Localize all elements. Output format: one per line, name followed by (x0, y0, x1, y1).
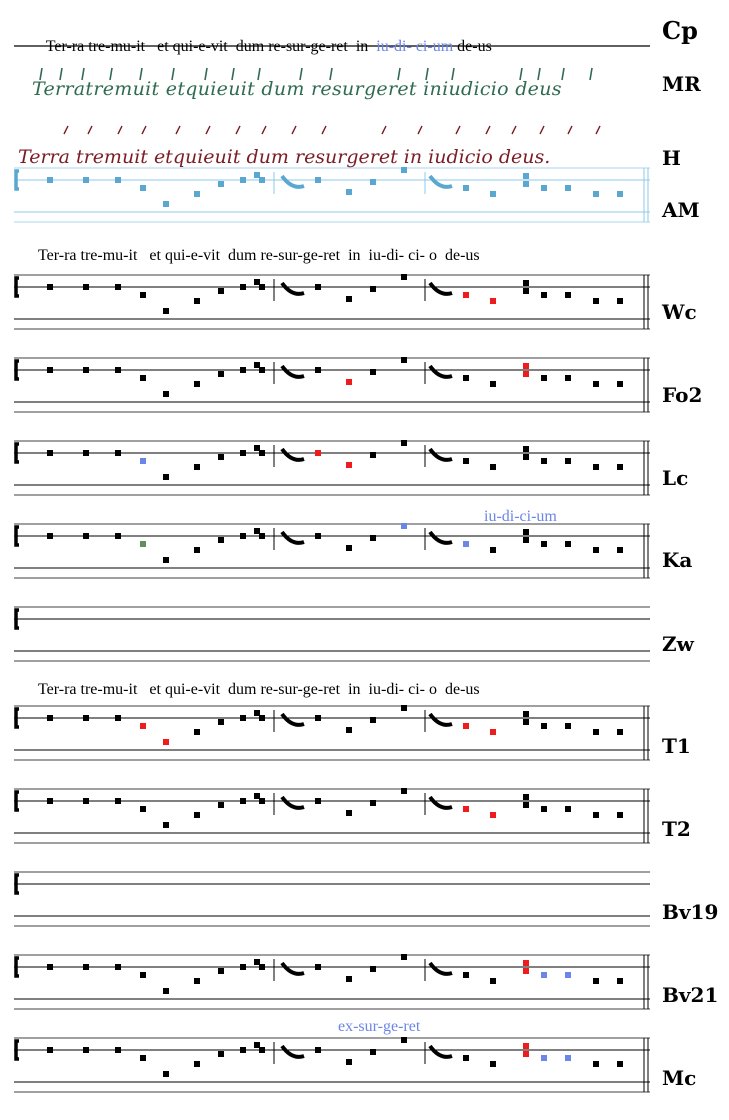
t2-note-15 (490, 812, 496, 818)
h-neume-1 (88, 126, 92, 134)
t2-note-18 (541, 806, 547, 812)
am-note-15 (490, 191, 496, 197)
fo2-note-20 (593, 381, 599, 387)
t1-note-17 (523, 719, 529, 725)
siglum-bv21: Bv21 (662, 983, 719, 1007)
t2-note-20 (593, 812, 599, 818)
ka-note-14 (463, 541, 469, 547)
wc-note-10 (315, 284, 321, 290)
ka-note-1 (83, 533, 89, 539)
fo2-note-4 (163, 391, 169, 397)
am-note-5 (194, 191, 200, 197)
t1-note-16 (523, 711, 529, 717)
lc-note-5 (194, 464, 200, 470)
wc-note-7 (240, 284, 246, 290)
t2-note-12 (370, 800, 376, 806)
wc-note-9 (259, 284, 265, 290)
fo2-note-7 (240, 367, 246, 373)
mc-note-9 (259, 1047, 265, 1053)
siglum-lc: Lc (662, 466, 689, 490)
t1-note-11 (346, 727, 352, 733)
wc-ligature-2 (430, 283, 452, 294)
bv21-note-16 (523, 960, 529, 966)
bv21-note-14 (463, 972, 469, 978)
mc-note-13 (401, 1037, 407, 1043)
fo2-note-2 (115, 367, 121, 373)
t1-ligature-2 (430, 714, 452, 725)
t2-note-17 (523, 802, 529, 808)
h-neume-13 (486, 126, 490, 134)
lc-note-14 (463, 458, 469, 464)
siglum-bv19: Bv19 (662, 900, 719, 924)
bv21-note-1 (83, 964, 89, 970)
lc-note-18 (541, 458, 547, 464)
t2-note-19 (565, 806, 571, 812)
t2-note-9 (259, 798, 265, 804)
manuscript-h-script: Terra tremuit etquieuit dum resurgeret in iudicio deus. (18, 146, 551, 168)
t2-ligature-2 (430, 797, 452, 808)
bv21-note-9 (259, 964, 265, 970)
lc-note-3 (140, 458, 146, 464)
mc-variant-label: ex-sur-ge-ret (338, 1018, 421, 1035)
am-note-21 (617, 191, 623, 197)
wc-note-4 (163, 308, 169, 314)
wc-note-6 (218, 288, 224, 294)
fo2-note-6 (218, 371, 224, 377)
mc-note-0 (47, 1047, 53, 1053)
t2-note-3 (140, 806, 146, 812)
header-lyric-plain-1: Ter-ra tre-mu-it et qui-e-vit dum re-sur-ge-ret in (45, 38, 377, 55)
mc-ligature-1 (282, 1046, 304, 1057)
h-neume-15 (540, 126, 544, 134)
ka-note-21 (617, 547, 623, 553)
t2-note-4 (163, 822, 169, 828)
lc-note-10 (315, 450, 321, 456)
h-neume-17 (596, 126, 600, 134)
mc-note-16 (523, 1043, 529, 1049)
t1-note-12 (370, 717, 376, 723)
bv21-note-19 (565, 972, 571, 978)
am-note-4 (163, 201, 169, 207)
t1-note-10 (315, 715, 321, 721)
t2-note-16 (523, 794, 529, 800)
fo2-note-21 (617, 381, 623, 387)
mc-note-12 (370, 1049, 376, 1055)
header-lyric-variant: iu-di- ci-um (376, 38, 454, 55)
wc-note-16 (523, 280, 529, 286)
wc-ligature-1 (282, 283, 304, 294)
t2-note-6 (218, 802, 224, 808)
bv21-note-3 (140, 972, 146, 978)
mc-note-10 (315, 1047, 321, 1053)
wc-note-15 (490, 298, 496, 304)
t2-note-11 (346, 810, 352, 816)
fo2-note-15 (490, 381, 496, 387)
t2-note-10 (315, 798, 321, 804)
t2-note-21 (617, 812, 623, 818)
ka-note-15 (490, 547, 496, 553)
mc-note-1 (83, 1047, 89, 1053)
lyric-row-1: Ter-ra tre-mu-it et qui-e-vit dum re-sur-ge-ret in iu-di- ci- o de-us (38, 247, 480, 264)
fo2-note-16 (523, 363, 529, 369)
bv21-ligature-2 (430, 963, 452, 974)
bv21-note-21 (617, 978, 623, 984)
mc-note-5 (194, 1061, 200, 1067)
ka-note-13 (401, 523, 407, 529)
lc-note-16 (523, 446, 529, 452)
fo2-note-5 (194, 381, 200, 387)
bv21-note-10 (315, 964, 321, 970)
wc-note-20 (593, 298, 599, 304)
wc-note-11 (346, 296, 352, 302)
lc-note-9 (259, 450, 265, 456)
bv21-note-17 (523, 968, 529, 974)
fo2-ligature-2 (430, 366, 452, 377)
t1-note-4 (163, 739, 169, 745)
ka-ligature-1 (282, 532, 304, 543)
t1-note-7 (240, 715, 246, 721)
h-neume-11 (418, 126, 422, 134)
t2-note-1 (83, 798, 89, 804)
fo2-ligature-1 (282, 366, 304, 377)
wc-note-18 (541, 292, 547, 298)
ka-note-11 (346, 545, 352, 551)
bv21-note-4 (163, 988, 169, 994)
mc-note-20 (593, 1061, 599, 1067)
t1-note-21 (617, 729, 623, 735)
lc-note-6 (218, 454, 224, 460)
h-neume-8 (292, 126, 296, 134)
fo2-note-17 (523, 371, 529, 377)
wc-note-1 (83, 284, 89, 290)
lc-note-13 (401, 440, 407, 446)
h-neume-9 (322, 126, 326, 134)
mc-note-7 (240, 1047, 246, 1053)
lc-ligature-2 (430, 449, 452, 460)
am-note-11 (346, 189, 352, 195)
t2-note-13 (401, 788, 407, 794)
header-lyric (38, 20, 492, 56)
fo2-note-18 (541, 375, 547, 381)
wc-note-21 (617, 298, 623, 304)
bv21-note-12 (370, 966, 376, 972)
ka-note-12 (370, 535, 376, 541)
t1-note-20 (593, 729, 599, 735)
ka-note-7 (240, 533, 246, 539)
t2-ligature-1 (282, 797, 304, 808)
t1-note-15 (490, 729, 496, 735)
lc-note-2 (115, 450, 121, 456)
wc-note-2 (115, 284, 121, 290)
h-neume-3 (142, 126, 146, 134)
t1-note-1 (83, 715, 89, 721)
mc-note-14 (463, 1055, 469, 1061)
wc-note-14 (463, 292, 469, 298)
manuscript-mr-script: Terratremuit etquieuit dum resurgeret iniudicio deus (32, 78, 562, 100)
lc-note-15 (490, 464, 496, 470)
siglum-cp: Cp (662, 16, 698, 45)
ka-note-6 (218, 537, 224, 543)
lc-note-17 (523, 454, 529, 460)
fo2-note-14 (463, 375, 469, 381)
manuscript-h-text (18, 146, 618, 186)
wc-note-13 (401, 274, 407, 280)
bv21-note-18 (541, 972, 547, 978)
t2-note-2 (115, 798, 121, 804)
mc-note-6 (218, 1051, 224, 1057)
mc-note-3 (140, 1055, 146, 1061)
h-neume-16 (568, 126, 572, 134)
wc-note-0 (47, 284, 53, 290)
bv21-ligature-1 (282, 963, 304, 974)
bv21-note-7 (240, 964, 246, 970)
fo2-note-3 (140, 375, 146, 381)
fo2-note-9 (259, 367, 265, 373)
t1-note-14 (463, 723, 469, 729)
am-note-20 (593, 191, 599, 197)
ka-note-20 (593, 547, 599, 553)
h-neume-6 (236, 126, 240, 134)
ka-note-3 (140, 541, 146, 547)
ka-note-10 (315, 533, 321, 539)
t1-note-3 (140, 723, 146, 729)
siglum-mr: MR (662, 72, 701, 96)
t2-note-0 (47, 798, 53, 804)
fo2-note-11 (346, 379, 352, 385)
wc-note-17 (523, 288, 529, 294)
siglum-t1: T1 (662, 734, 691, 758)
t1-note-2 (115, 715, 121, 721)
siglum-zw: Zw (662, 632, 694, 656)
siglum-wc: Wc (662, 300, 697, 324)
lc-note-12 (370, 452, 376, 458)
siglum-fo2: Fo2 (662, 383, 703, 407)
fo2-note-10 (315, 367, 321, 373)
ka-variant-label: iu-di-ci-um (484, 508, 557, 525)
ka-note-9 (259, 533, 265, 539)
fo2-note-13 (401, 357, 407, 363)
t2-note-5 (194, 812, 200, 818)
fo2-note-1 (83, 367, 89, 373)
lc-note-0 (47, 450, 53, 456)
wc-note-12 (370, 286, 376, 292)
fo2-note-19 (565, 375, 571, 381)
siglum-ka: Ka (662, 548, 693, 572)
ka-note-2 (115, 533, 121, 539)
bv21-note-0 (47, 964, 53, 970)
bv21-note-2 (115, 964, 121, 970)
t2-note-14 (463, 806, 469, 812)
mc-note-4 (163, 1071, 169, 1077)
wc-note-19 (565, 292, 571, 298)
ka-note-17 (523, 537, 529, 543)
mc-note-2 (115, 1047, 121, 1053)
mc-note-18 (541, 1055, 547, 1061)
ka-note-16 (523, 529, 529, 535)
t1-note-9 (259, 715, 265, 721)
lc-ligature-1 (282, 449, 304, 460)
h-neume-12 (456, 126, 460, 134)
ka-note-4 (163, 557, 169, 563)
h-neume-2 (118, 126, 122, 134)
bv21-note-20 (593, 978, 599, 984)
mc-note-21 (617, 1061, 623, 1067)
mc-note-17 (523, 1051, 529, 1057)
ka-note-19 (565, 541, 571, 547)
bv21-note-11 (346, 976, 352, 982)
h-neume-5 (206, 126, 210, 134)
t1-note-19 (565, 723, 571, 729)
fo2-note-0 (47, 367, 53, 373)
siglum-t2: T2 (662, 817, 691, 841)
manuscript-mr-text (32, 78, 632, 118)
t1-note-5 (194, 729, 200, 735)
lc-note-19 (565, 458, 571, 464)
wc-note-5 (194, 298, 200, 304)
t1-ligature-1 (282, 714, 304, 725)
bv21-note-6 (218, 968, 224, 974)
h-neume-0 (64, 126, 68, 134)
mc-ligature-2 (430, 1046, 452, 1057)
siglum-am: AM (662, 198, 700, 222)
t1-note-13 (401, 705, 407, 711)
lyric-row-2: Ter-ra tre-mu-it et qui-e-vit dum re-sur-ge-ret in iu-di- ci- o de-us (38, 681, 480, 698)
mc-note-19 (565, 1055, 571, 1061)
bv21-note-13 (401, 954, 407, 960)
wc-note-3 (140, 292, 146, 298)
bv21-note-15 (490, 978, 496, 984)
lc-note-11 (346, 462, 352, 468)
t1-note-6 (218, 719, 224, 725)
h-neume-4 (176, 126, 180, 134)
h-neume-14 (512, 126, 516, 134)
t2-note-7 (240, 798, 246, 804)
mc-note-15 (490, 1061, 496, 1067)
lc-note-7 (240, 450, 246, 456)
ka-note-18 (541, 541, 547, 547)
ka-note-0 (47, 533, 53, 539)
ka-ligature-2 (430, 532, 452, 543)
bv21-note-5 (194, 978, 200, 984)
mc-note-11 (346, 1059, 352, 1065)
h-neume-7 (262, 126, 266, 134)
header-lyric-plain-2: de-us (453, 38, 492, 55)
lc-note-1 (83, 450, 89, 456)
fo2-note-12 (370, 369, 376, 375)
t1-note-18 (541, 723, 547, 729)
lc-note-20 (593, 464, 599, 470)
lc-note-21 (617, 464, 623, 470)
siglum-h: H (662, 146, 681, 170)
h-neume-10 (382, 126, 386, 134)
siglum-mc: Mc (662, 1066, 697, 1090)
t1-note-0 (47, 715, 53, 721)
lc-note-4 (163, 474, 169, 480)
ka-note-5 (194, 547, 200, 553)
